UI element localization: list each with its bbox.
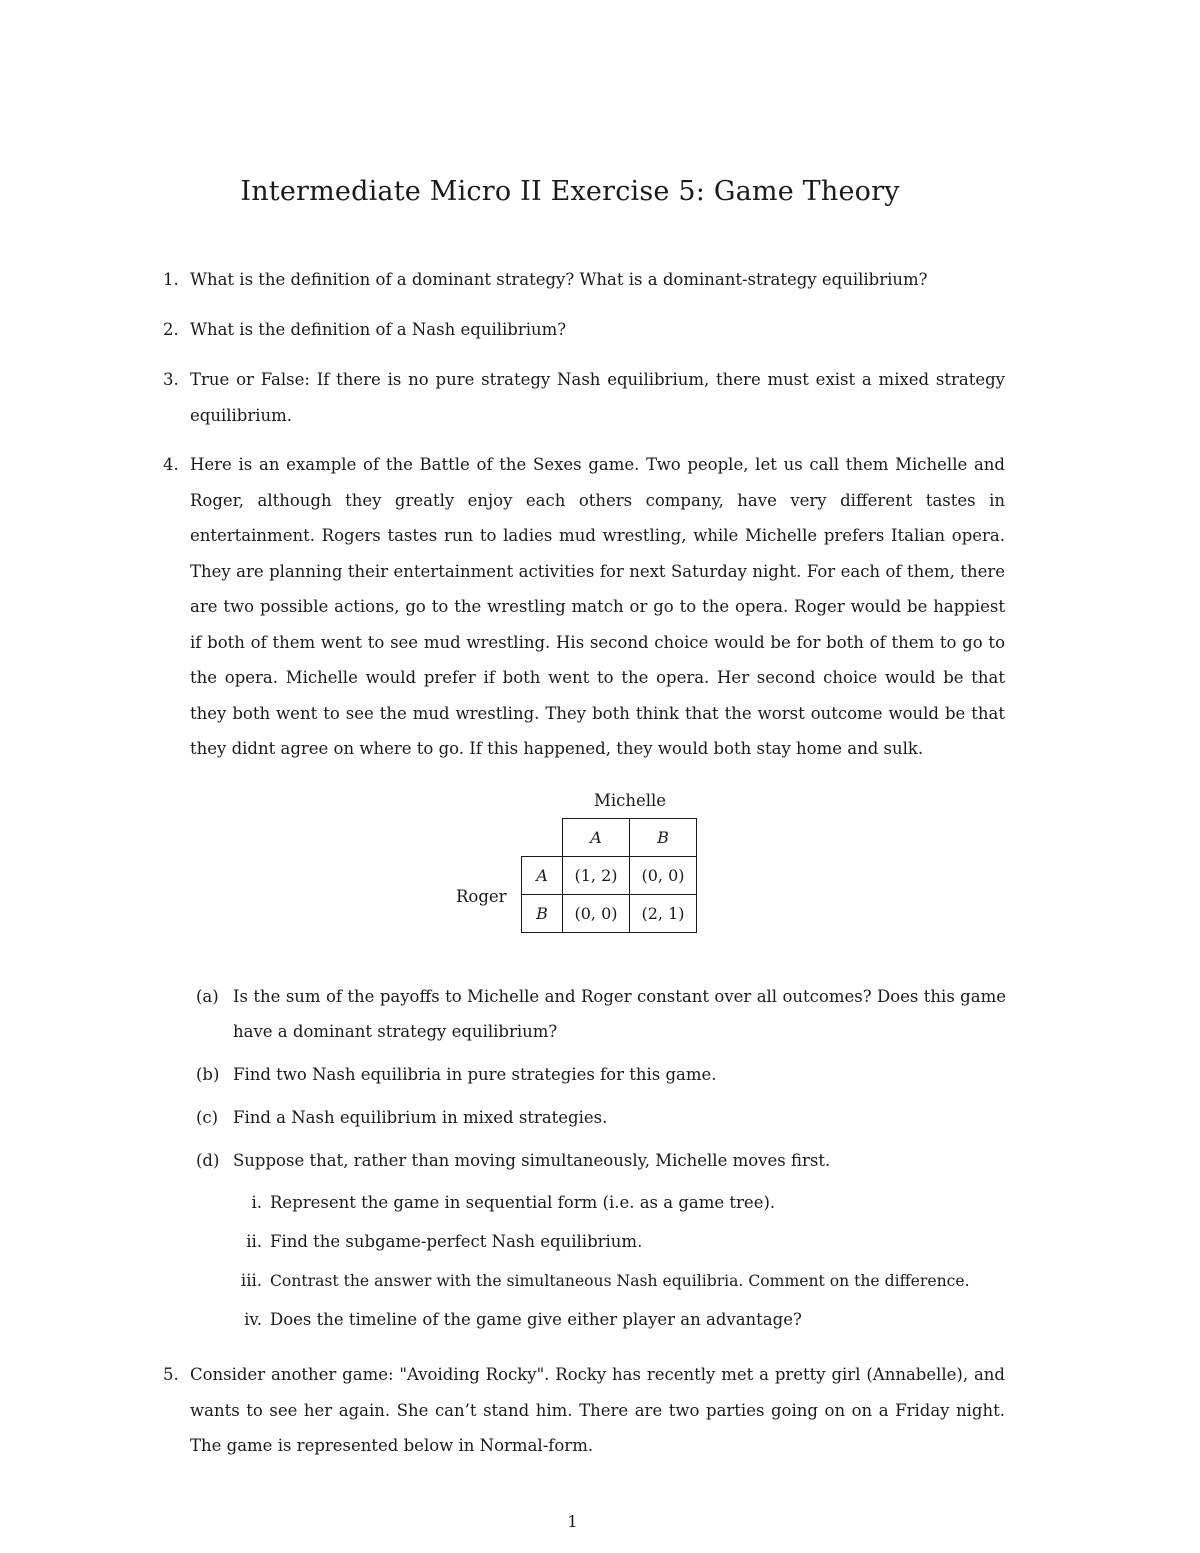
- subsubquestion-text: Contrast the answer with the simultaneous Nash equilibria. Comment on the difference.: [270, 1272, 970, 1290]
- question-2: [163, 312, 1005, 348]
- matrix-row: [522, 895, 697, 933]
- question-text: What is the definition of a Nash equilibrium?: [190, 320, 567, 339]
- question-number: 5.: [163, 1365, 179, 1384]
- subquestion-text: Is the sum of the payoffs to Michelle and Roger constant over all outcomes? Does this game have a dominant strategy equilibrium?: [233, 987, 1006, 1041]
- page-number: 1: [567, 1512, 578, 1531]
- matrix-row-header: B: [522, 895, 563, 933]
- subsubquestion-iii: [232, 1268, 1012, 1294]
- matrix-cell: (0, 0): [630, 857, 697, 895]
- matrix-row-header: A: [522, 857, 563, 895]
- question-text: Consider another game: "Avoiding Rocky". Rocky has recently met a pretty girl (Annabelle), and wants to see her again. She can’t stand him. There are two parties going on on a Friday night. The game is represented below in Normal-form.: [190, 1365, 1005, 1455]
- question-1: [163, 262, 1005, 298]
- matrix-header-row: [522, 819, 697, 857]
- subsubquestion-iv: [232, 1307, 1012, 1333]
- subquestion-text: Find a Nash equilibrium in mixed strategies.: [233, 1108, 608, 1127]
- subquestion-label: (a): [196, 987, 219, 1006]
- matrix-col-header: A: [563, 819, 630, 857]
- matrix-row: [522, 857, 697, 895]
- subquestion-b: [196, 1057, 1006, 1092]
- question-4: [163, 447, 1005, 767]
- subsubquestion-ii: [232, 1229, 1012, 1255]
- subquestion-d: [196, 1143, 1006, 1178]
- subsubquestion-i: [232, 1190, 1012, 1216]
- question-5: [163, 1357, 1005, 1464]
- subquestion-a: [196, 979, 1006, 1049]
- subsubquestion-text: Does the timeline of the game give either player an advantage?: [270, 1310, 802, 1329]
- matrix-cell: (2, 1): [630, 895, 697, 933]
- subquestion-text: Find two Nash equilibria in pure strategies for this game.: [233, 1065, 717, 1084]
- question-3: [163, 362, 1005, 433]
- column-player-label: Michelle: [593, 791, 667, 810]
- subsubquestion-label: i.: [251, 1193, 262, 1212]
- subsubquestion-label: ii.: [246, 1232, 262, 1251]
- matrix-cell: (0, 0): [563, 895, 630, 933]
- document-title: Intermediate Micro II Exercise 5: Game Theory: [240, 176, 900, 207]
- question-number: 3.: [163, 370, 179, 389]
- matrix-cell: (1, 2): [563, 857, 630, 895]
- subquestion-label: (b): [196, 1065, 220, 1084]
- subsubquestion-label: iii.: [240, 1271, 262, 1290]
- row-player-label: Roger: [456, 887, 507, 906]
- question-text: What is the definition of a dominant strategy? What is a dominant-strategy equilibrium?: [190, 270, 928, 289]
- question-text: Here is an example of the Battle of the Sexes game. Two people, let us call them Michelle and Roger, although they greatly enjoy each others company, have very different tastes in entertainment. Rogers tastes run to ladies mud wrestling, while Michelle prefers Italian opera. They are planning their entertainment activities for next Saturday night. For each of them, there are two possible actions, go to the wrestling match or go to the opera. Roger would be happiest if both of them went to see mud wrestling. His second choice would be for both of them to go to the opera. Michelle would prefer if both went to the opera. Her second choice would be that they both went to see the mud wrestling. They both think that the worst outcome would be that they didnt agree on where to go. If this happened, they would both stay home and sulk.: [190, 455, 1005, 758]
- matrix-corner: [522, 819, 563, 857]
- payoff-matrix: [521, 818, 697, 933]
- subsubquestion-label: iv.: [244, 1310, 262, 1329]
- question-number: 2.: [163, 320, 179, 339]
- question-number: 1.: [163, 270, 179, 289]
- subquestion-label: (c): [196, 1108, 219, 1127]
- subquestion-text: Suppose that, rather than moving simultaneously, Michelle moves first.: [233, 1151, 831, 1170]
- subquestion-label: (d): [196, 1151, 220, 1170]
- question-text: True or False: If there is no pure strategy Nash equilibrium, there must exist a mixed strategy equilibrium.: [190, 370, 1005, 425]
- subsubquestion-text: Represent the game in sequential form (i.e. as a game tree).: [270, 1193, 776, 1212]
- question-number: 4.: [163, 455, 179, 474]
- subsubquestion-text: Find the subgame-perfect Nash equilibrium.: [270, 1232, 643, 1251]
- matrix-col-header: B: [630, 819, 697, 857]
- subquestion-c: [196, 1100, 1006, 1135]
